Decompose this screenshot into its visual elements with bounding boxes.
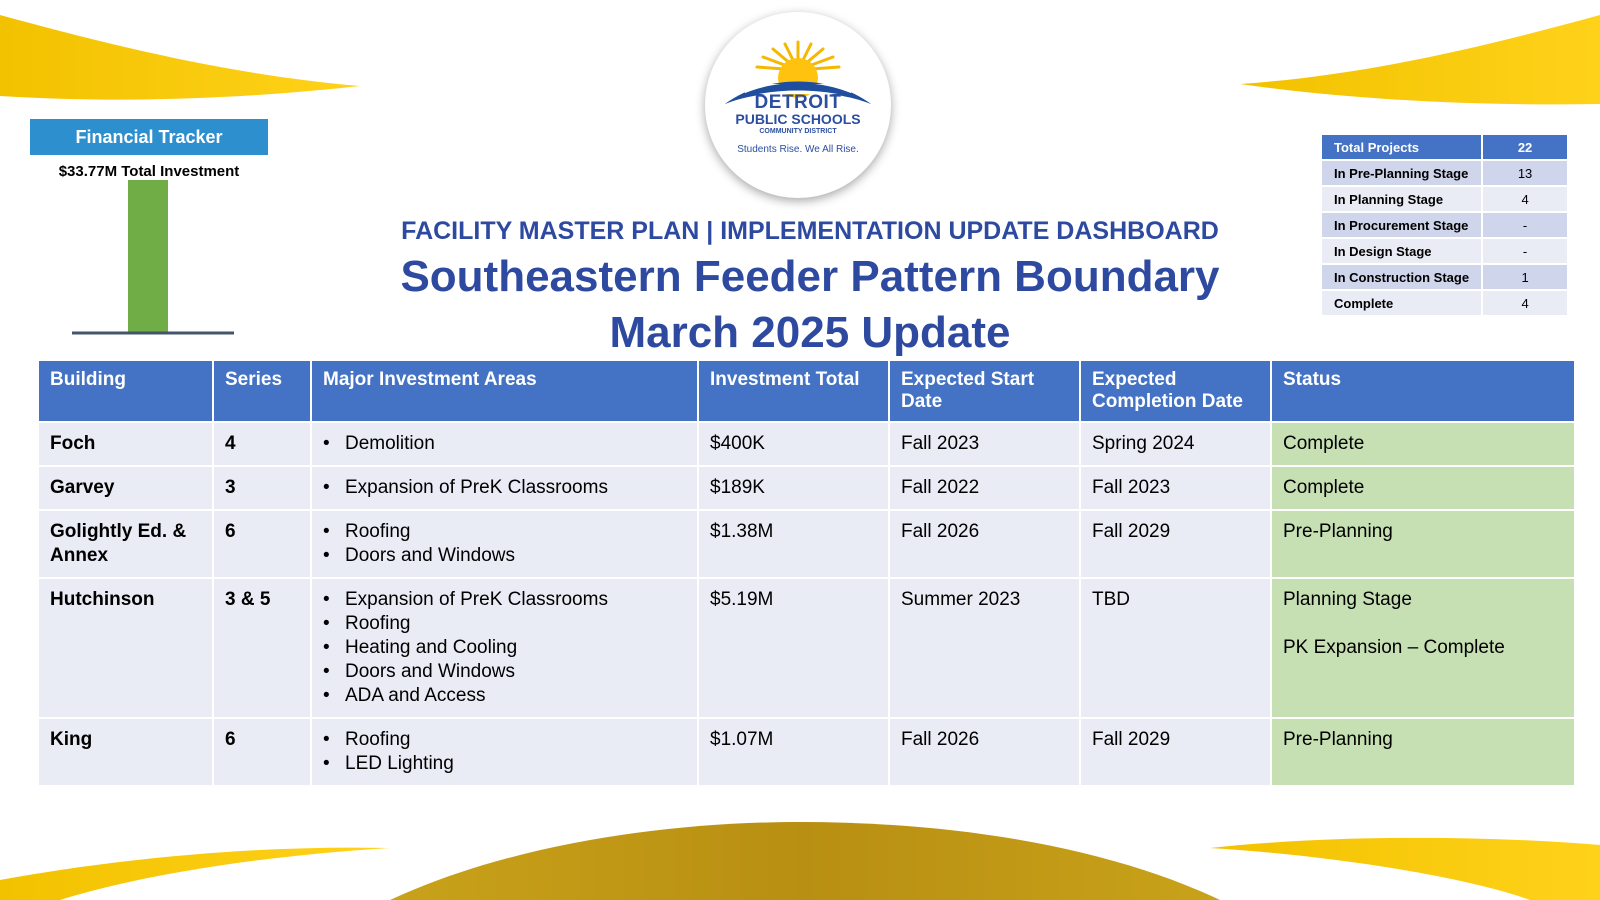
status-text: Pre-Planning (1283, 729, 1393, 750)
summary-row (1321, 238, 1568, 264)
building-cell: Golightly Ed. & Annex (38, 510, 213, 578)
district-logo (705, 12, 891, 198)
start-date-cell: Fall 2023 (889, 422, 1080, 466)
summary-row (1321, 290, 1568, 316)
table-row (38, 422, 1575, 466)
logo-line-1: DETROIT (754, 92, 842, 113)
building-cell: Hutchinson (38, 578, 213, 718)
investment-area-item: • Heating and Cooling (345, 636, 686, 660)
investment-area-item: • LED Lighting (345, 752, 686, 776)
top-right-swoosh (1240, 15, 1600, 104)
start-date-cell: Fall 2022 (889, 466, 1080, 510)
projects-table (37, 359, 1576, 787)
logo-line-3: COMMUNITY DISTRICT (759, 128, 837, 135)
status-text: Pre-Planning (1283, 521, 1393, 542)
summary-value: - (1482, 238, 1568, 264)
summary-label: In Design Stage (1321, 238, 1482, 264)
investment-total-cell: $1.38M (698, 510, 889, 578)
completion-date-cell: Spring 2024 (1080, 422, 1271, 466)
status-text: Complete (1283, 433, 1365, 454)
table-row (38, 466, 1575, 510)
series-cell: 3 & 5 (213, 578, 311, 718)
summary-label: Complete (1321, 290, 1482, 316)
table-row (38, 718, 1575, 786)
completion-date-cell: TBD (1080, 578, 1271, 718)
summary-label: In Procurement Stage (1321, 212, 1482, 238)
start-date-cell: Summer 2023 (889, 578, 1080, 718)
building-cell: King (38, 718, 213, 786)
status-text: PK Expansion – Complete (1283, 637, 1505, 658)
bottom-center-swoosh (390, 822, 1220, 900)
investment-areas-cell (311, 578, 698, 718)
investment-total-cell: $189K (698, 466, 889, 510)
summary-label: In Construction Stage (1321, 264, 1482, 290)
investment-area-item: • ADA and Access (345, 684, 686, 708)
col-start-date: Expected Start Date (889, 360, 1080, 422)
bottom-left-swoosh (0, 848, 390, 900)
page-title-date: March 2025 Update (609, 308, 1011, 357)
completion-date-cell: Fall 2029 (1080, 510, 1271, 578)
start-date-cell: Fall 2026 (889, 510, 1080, 578)
project-summary-table (1320, 133, 1569, 317)
bottom-right-swoosh (1210, 838, 1600, 900)
col-investment-total: Investment Total (698, 360, 889, 422)
summary-row (1321, 186, 1568, 212)
summary-value: 13 (1482, 160, 1568, 186)
financial-tracker-chart (60, 178, 250, 338)
start-date-cell: Fall 2026 (889, 718, 1080, 786)
table-header-row (38, 360, 1575, 422)
building-cell: Foch (38, 422, 213, 466)
status-cell (1271, 466, 1575, 510)
investment-areas-cell (311, 422, 698, 466)
investment-bar (128, 180, 168, 332)
investment-area-item: • Roofing (345, 612, 686, 636)
summary-value: - (1482, 212, 1568, 238)
col-investment-areas: Major Investment Areas (311, 360, 698, 422)
financial-tracker-title: Financial Tracker (30, 119, 268, 155)
status-cell (1271, 718, 1575, 786)
page-title: Southeastern Feeder Pattern Boundary (400, 252, 1220, 301)
status-text: Complete (1283, 477, 1365, 498)
summary-value: 22 (1482, 134, 1568, 160)
status-text: Planning Stage (1283, 589, 1412, 610)
status-cell (1271, 422, 1575, 466)
investment-area-item: • Expansion of PreK Classrooms (345, 588, 686, 612)
completion-date-cell: Fall 2023 (1080, 466, 1271, 510)
summary-label: In Planning Stage (1321, 186, 1482, 212)
summary-row (1321, 212, 1568, 238)
investment-areas-cell (311, 718, 698, 786)
summary-label: Total Projects (1321, 134, 1482, 160)
investment-total-cell: $1.07M (698, 718, 889, 786)
investment-areas-cell (311, 510, 698, 578)
summary-row (1321, 134, 1568, 160)
summary-row (1321, 160, 1568, 186)
series-cell: 6 (213, 510, 311, 578)
building-cell: Garvey (38, 466, 213, 510)
table-row (38, 510, 1575, 578)
col-completion-date: Expected Completion Date (1080, 360, 1271, 422)
investment-area-item: • Doors and Windows (345, 660, 686, 684)
investment-area-item: • Roofing (345, 520, 686, 544)
logo-tagline: Students Rise. We All Rise. (737, 144, 859, 155)
investment-area-item: • Demolition (345, 432, 686, 456)
completion-date-cell: Fall 2029 (1080, 718, 1271, 786)
col-building: Building (38, 360, 213, 422)
summary-value: 4 (1482, 290, 1568, 316)
financial-tracker-total: $33.77M Total Investment (58, 163, 240, 180)
summary-label: In Pre-Planning Stage (1321, 160, 1482, 186)
investment-areas-cell (311, 466, 698, 510)
investment-area-item: • Expansion of PreK Classrooms (345, 476, 686, 500)
status-cell (1271, 578, 1575, 718)
investment-area-item: • Doors and Windows (345, 544, 686, 568)
series-cell: 4 (213, 422, 311, 466)
summary-value: 1 (1482, 264, 1568, 290)
col-series: Series (213, 360, 311, 422)
table-row (38, 578, 1575, 718)
logo-line-2: PUBLIC SCHOOLS (735, 111, 861, 127)
dashboard-subtitle: FACILITY MASTER PLAN | IMPLEMENTATION UPDATE DASHBOARD (401, 217, 1219, 245)
investment-total-cell: $5.19M (698, 578, 889, 718)
summary-value: 4 (1482, 186, 1568, 212)
status-cell (1271, 510, 1575, 578)
series-cell: 6 (213, 718, 311, 786)
summary-row (1321, 264, 1568, 290)
investment-area-item: • Roofing (345, 728, 686, 752)
col-status: Status (1271, 360, 1575, 422)
series-cell: 3 (213, 466, 311, 510)
investment-total-cell: $400K (698, 422, 889, 466)
top-left-swoosh (0, 15, 360, 100)
